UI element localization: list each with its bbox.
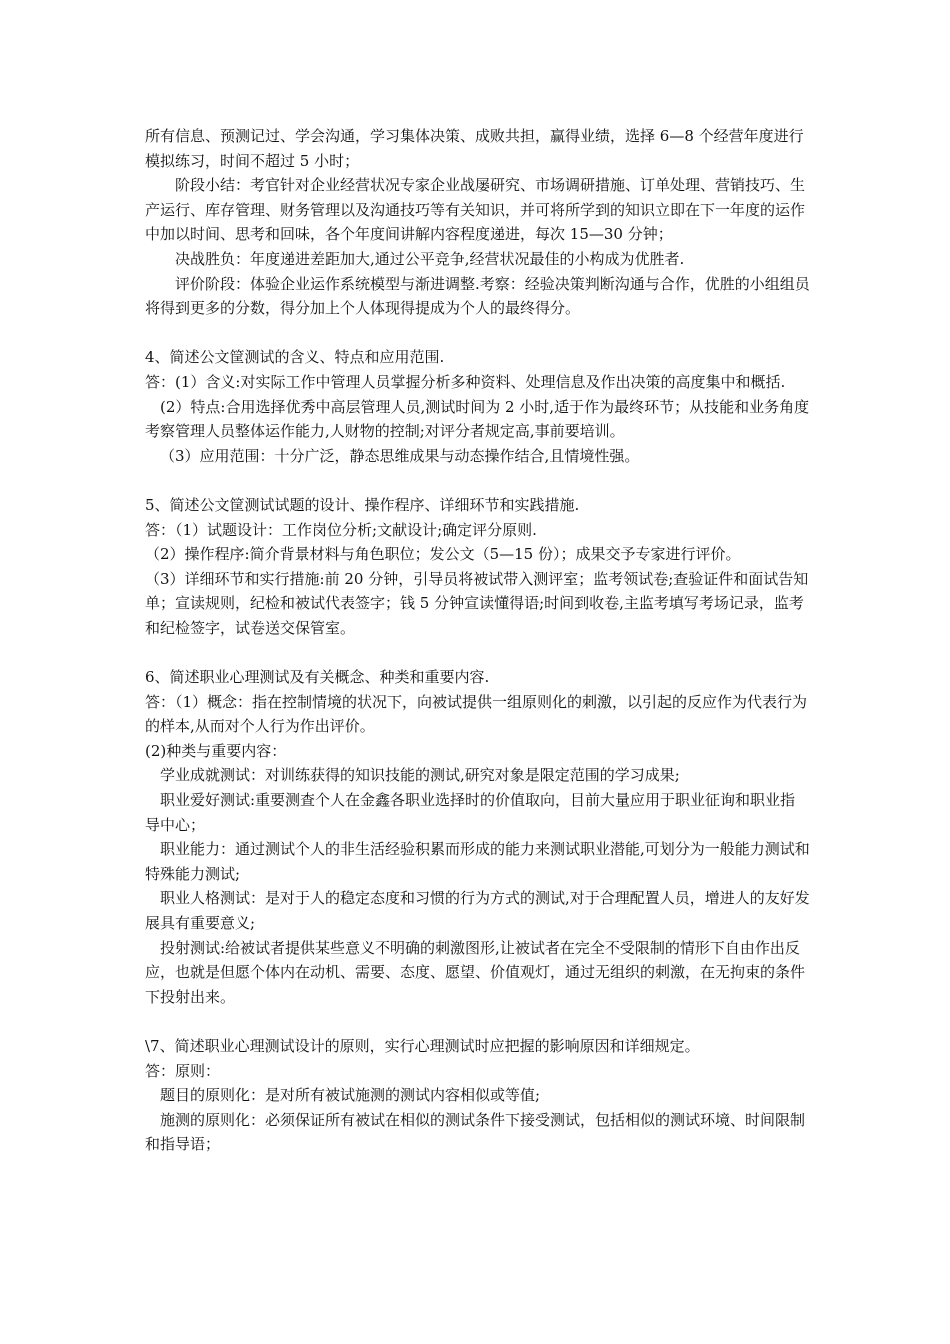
- paragraph: 答：（1）试题设计：工作岗位分析;文献设计;确定评分原则.: [145, 520, 537, 539]
- paragraph: (2）特点:合用选择优秀中高层管理人员,测试时间为 2 小时,适于作为最终环节；从技能和业务角度考察管理人员整体运作能力,人财物的控制;对评分者规定高,事前要培训。: [145, 397, 810, 441]
- paragraph: 职业爱好测试:重要测查个人在金鑫各职业选择时的价值取向，目前大量应用于职业征询和职业指导中心；: [145, 791, 796, 834]
- paragraph: 题目的原则化：是对所有被试施测的测试内容相似或等值;: [160, 1086, 541, 1105]
- paragraph: 6、简述职业心理测试及有关概念、种类和重要内容.: [145, 668, 490, 687]
- paragraph: 所有信息、预测记过、学会沟通，学习集体决策、成败共担，赢得业绩，选择 6—8 个经营年度进行模拟练习，时间不超过 5 小时；: [145, 127, 804, 170]
- paragraph: 施测的原则化：必须保证所有被试在相似的测试条件下接受测试，包括相似的测试环境、时间限制和指导语；: [145, 1110, 806, 1154]
- paragraph-spacer: [145, 468, 810, 493]
- paragraph: 阶段小结：考官针对企业经营状况专家企业战屡研究、市场调研措施、订单处理、营销技巧、生产运行、库存管理、财务管理以及沟通技巧等有关知识，并可将所学到的知识立即在下一年度的运作中加以时间、思考和回味，各个年度间讲解内容程度递进，每次 15—30 分钟；: [145, 176, 806, 244]
- paragraph: 决战胜负：年度递进差距加大,通过公平竞争,经营状况最佳的小构成为优胜者.: [175, 249, 685, 268]
- paragraph: 5、简述公文筐测试试题的设计、操作程序、详细环节和实践措施.: [145, 495, 580, 514]
- paragraph: 职业能力：通过测试个人的非生活经验积累而形成的能力来测试职业潜能,可划分为一般能力测试和特殊能力测试;: [145, 840, 810, 883]
- paragraph: 职业人格测试：是对于人的稳定态度和习惯的行为方式的测试,对于合理配置人员，增进人的友好发展具有重要意义;: [145, 889, 810, 932]
- paragraph: 答：(1）含义:对实际工作中管理人员掌握分析多种资料、处理信息及作出决策的高度集中和概括.: [145, 372, 786, 391]
- paragraph: (2)种类与重要内容：: [145, 741, 287, 760]
- paragraph: 4、简述公文筐测试的含义、特点和应用范围.: [145, 348, 445, 367]
- paragraph-spacer: [145, 1009, 810, 1034]
- paragraph: 学业成就测试：对训练获得的知识技能的测试,研究对象是限定范围的学习成果;: [160, 766, 680, 785]
- paragraph: 评价阶段：体验企业运作系统模型与渐进调整.考察：经验决策判断沟通与合作，优胜的小组组员将得到更多的分数，得分加上个人体现得提成为个人的最终得分。: [145, 274, 810, 318]
- paragraph: （3）应用范围：十分广泛，静态思维成果与动态操作结合,且情境性强。: [160, 446, 640, 465]
- paragraph: 投射测试:给被试者提供某些意义不明确的刺激图形,让被试者在完全不受限制的情形下自由作出反应，也就是但愿个体内在动机、需要、态度、愿望、价值观灯，通过无组织的刺激，在无拘束的条件下投射出来。: [145, 938, 806, 1006]
- paragraph: （3）详细环节和实行措施:前 20 分钟，引导员将被试带入测评室；监考领试卷;查验证件和面试告知单；宣读规则，纪检和被试代表签字；钱 5 分钟宣读懂得语;时间到收卷,主监考填写考场记录，监考和纪检签字，试卷送交保管室。: [145, 569, 809, 637]
- paragraph-spacer: [145, 640, 810, 665]
- paragraph: \7、简述职业心理测试设计的原则，实行心理测试时应把握的影响原因和详细规定。: [145, 1036, 700, 1055]
- paragraph: 答：原则：: [145, 1061, 221, 1080]
- paragraph: 答：（1）概念：指在控制情境的状况下，向被试提供一组原则化的刺激，以引起的反应作为代表行为的样本,从而对个人行为作出评价。: [145, 692, 808, 736]
- document-page: [145, 124, 810, 1157]
- paragraph: （2）操作程序:简介背景材料与角色职位；发公文（5—15 份）；成果交予专家进行评价。: [145, 545, 741, 564]
- paragraph-spacer: [145, 321, 810, 346]
